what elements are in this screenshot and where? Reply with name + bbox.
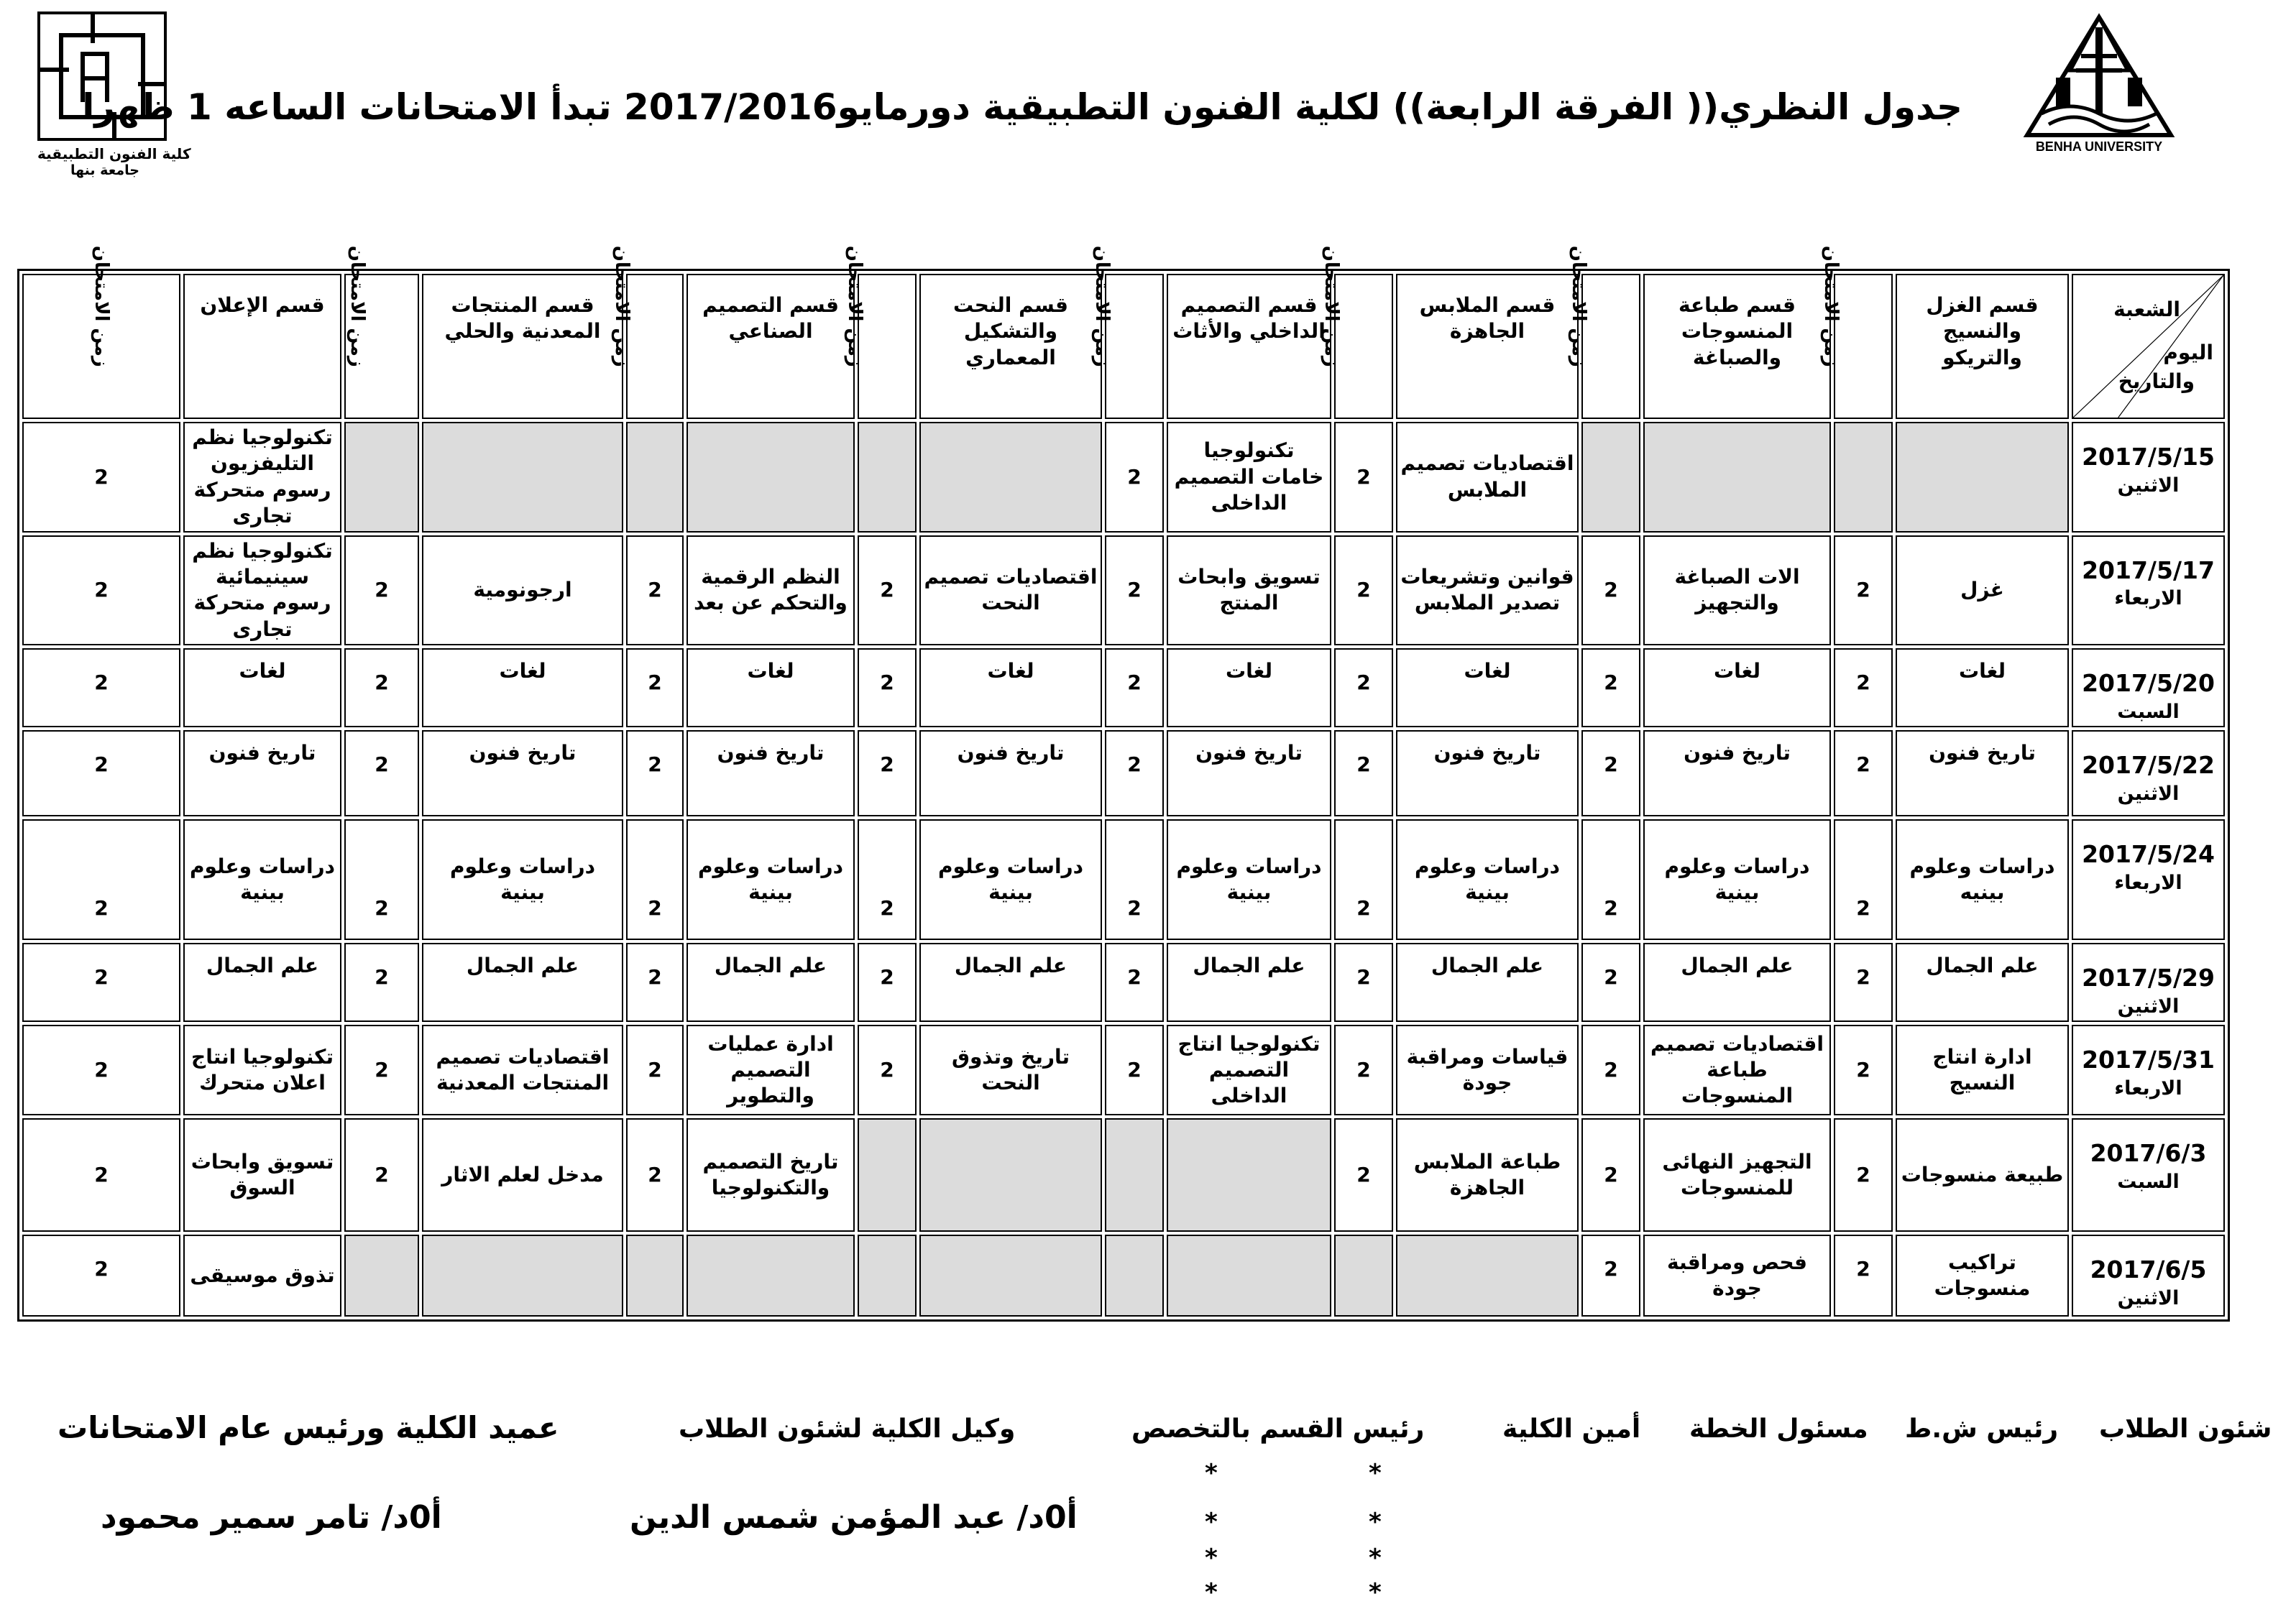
date-cell (2072, 730, 2225, 816)
exam-schedule-table (17, 245, 2230, 1309)
exam-duration: 2 (22, 1235, 180, 1317)
department-header: قسم الغزل والنسيج والتريكو (1896, 274, 2069, 419)
subject-cell: تاريخ فنون (1896, 730, 2069, 816)
subject-cell (1167, 1235, 1331, 1317)
department-header: قسم التصميم الداخلي والأثاث (1167, 274, 1331, 419)
exam-duration: 2 (1581, 1118, 1640, 1232)
exam-duration: 2 (1581, 819, 1640, 940)
signature-star: * (1205, 1544, 1218, 1572)
exam-date: 2017/5/31 (2082, 1046, 2215, 1074)
table-row (22, 648, 2225, 727)
date-cell (2072, 1118, 2225, 1232)
signature-star: * (1205, 1508, 1218, 1536)
signature-star: * (1205, 1459, 1218, 1488)
exam-duration: 2 (22, 943, 180, 1022)
exam-date: 2017/5/22 (2082, 751, 2215, 780)
exam-duration: 2 (22, 1118, 180, 1232)
subject-cell: دراسات وعلوم بينية (686, 819, 855, 940)
subject-cell (919, 422, 1102, 533)
exam-duration: 2 (1334, 535, 1393, 646)
exam-weekday: السبت (2117, 1170, 2180, 1193)
exam-duration: 2 (1581, 1235, 1640, 1317)
subject-cell: لغات (1643, 648, 1831, 727)
subject-cell: غزل (1896, 535, 2069, 646)
subject-cell: دراسات وعلوم بينية (1167, 819, 1331, 940)
exam-weekday: الاثنين (2117, 995, 2180, 1018)
exam-time-header-label: زمن الامتحان (91, 245, 113, 367)
subject-cell: دراسات وعلوم بينية (422, 819, 623, 940)
subject-cell: النظم الرقمية والتحكم عن بعد (686, 535, 855, 646)
exam-time-header-label: زمن الامتحان (843, 245, 865, 367)
exam-duration: 2 (344, 943, 419, 1022)
exam-duration: 2 (1105, 819, 1164, 940)
exam-duration (858, 422, 917, 533)
exam-duration: 2 (344, 535, 419, 646)
signature-star: * (1369, 1459, 1382, 1488)
exam-weekday: السبت (2117, 701, 2180, 724)
exam-duration (1105, 1235, 1164, 1317)
subject-cell: دراسات وعلوم بينية (183, 819, 341, 940)
exam-date: 2017/6/3 (2090, 1139, 2207, 1168)
exam-duration: 2 (1105, 648, 1164, 727)
exam-duration: 2 (1834, 1025, 1893, 1115)
subject-cell: تاريخ فنون (1396, 730, 1579, 816)
subject-cell: تكنولوجيا انتاج التصميم الداخلى (1167, 1025, 1331, 1115)
exam-time-header (610, 245, 684, 419)
subject-cell (919, 1118, 1102, 1232)
subject-cell: دراسات وعلوم بينية (919, 819, 1102, 940)
exam-date: 2017/5/17 (2082, 556, 2215, 584)
table-row (22, 819, 2225, 940)
subject-cell: الات الصباغة والتجهيز (1643, 535, 1831, 646)
subject-cell: علم الجمال (422, 943, 623, 1022)
sig-college-secretary: أمين الكلية (1502, 1414, 1641, 1444)
subject-cell (1896, 422, 2069, 533)
sig-head-sh-t: رئيس ش.ط (1905, 1414, 2059, 1444)
exam-time-header (1819, 245, 1893, 419)
exam-weekday: الاربعاء (2114, 587, 2182, 610)
subject-cell: طباعة الملابس الجاهزة (1396, 1118, 1579, 1232)
exam-duration: 2 (1581, 943, 1640, 1022)
subject-cell: تاريخ التصميم والتكنولوجيا (686, 1118, 855, 1232)
date-cell (2072, 1025, 2225, 1115)
subject-cell: تكنولوجيا نظم التليفزيون رسوم متحركة تجارى (183, 422, 341, 533)
exam-time-header-label: زمن الامتحان (1090, 245, 1113, 367)
subject-cell (1396, 1235, 1579, 1317)
exam-duration: 2 (1105, 730, 1164, 816)
exam-duration: 2 (344, 648, 419, 727)
date-cell (2072, 535, 2225, 646)
exam-time-header-label: زمن الامتحان (346, 245, 368, 367)
subject-cell: لغات (1896, 648, 2069, 727)
exam-duration: 2 (344, 730, 419, 816)
exam-duration: 2 (858, 1025, 917, 1115)
exam-weekday: الاثنين (2117, 783, 2180, 805)
subject-cell: قياسات ومراقبة جودة (1396, 1025, 1579, 1115)
subject-cell: علم الجمال (1643, 943, 1831, 1022)
exam-time-header-label: زمن الامتحان (1567, 245, 1589, 367)
exam-duration: 2 (1581, 1025, 1640, 1115)
sig-plan-officer: مسئول الخطة (1689, 1414, 1868, 1444)
exam-time-header (1567, 245, 1640, 419)
exam-duration: 2 (1834, 1118, 1893, 1232)
sig-vice-dean: وكيل الكلية لشئون الطلاب (679, 1414, 1016, 1444)
exam-time-header (344, 245, 419, 419)
subject-cell: قوانين وتشريعات تصدير الملابس (1396, 535, 1579, 646)
exam-duration (1834, 422, 1893, 533)
exam-duration (344, 422, 419, 533)
exam-weekday: الاربعاء (2114, 1077, 2182, 1100)
exam-date: 2017/5/15 (2082, 443, 2215, 471)
subject-cell (686, 1235, 855, 1317)
exam-time-header-label: زمن الامتحان (1320, 245, 1342, 367)
exam-duration: 2 (1334, 422, 1393, 533)
logo-caption-university: جامعة بنها (70, 162, 140, 178)
subject-cell: علم الجمال (1896, 943, 2069, 1022)
subject-cell: لغات (1167, 648, 1331, 727)
table-row (22, 943, 2225, 1022)
exam-duration: 2 (858, 730, 917, 816)
table-row (22, 730, 2225, 816)
date-cell (2072, 819, 2225, 940)
exam-duration: 2 (1834, 943, 1893, 1022)
schedule-grid (17, 245, 2230, 1322)
subject-cell: لغات (919, 648, 1102, 727)
exam-date: 2017/6/5 (2090, 1255, 2207, 1284)
exam-duration: 2 (1334, 1118, 1393, 1232)
page-title: جدول النظري(( الفرقة الرابعة)) لكلية الفنون التطبيقية دورمايو2017/2016 تبدأ الامتحانات الساعه 1 ظهرا (82, 86, 1962, 128)
department-header: قسم التصميم الصناعي (686, 274, 855, 419)
subject-cell (422, 1235, 623, 1317)
benha-university-logo (2013, 13, 2185, 157)
exam-duration (1105, 1118, 1164, 1232)
exam-time-header (22, 245, 180, 419)
subject-cell (919, 1235, 1102, 1317)
signature-star: * (1369, 1578, 1382, 1607)
subject-cell: اقتصاديات تصميم المنتجات المعدنية (422, 1025, 623, 1115)
subject-cell: لغات (1396, 648, 1579, 727)
subject-cell (1643, 422, 1831, 533)
exam-duration: 2 (22, 1025, 180, 1115)
exam-duration: 2 (344, 1118, 419, 1232)
subject-cell: تاريخ فنون (686, 730, 855, 816)
exam-time-header (843, 245, 917, 419)
corner-label-day: اليوم (2163, 341, 2213, 364)
exam-duration: 2 (1334, 730, 1393, 816)
subject-cell: تاريخ فنون (1167, 730, 1331, 816)
exam-time-header (1090, 245, 1164, 419)
subject-cell: ارجونومية (422, 535, 623, 646)
exam-time-header-label: زمن الامتحان (610, 245, 633, 367)
subject-cell: تسويق وابحاث المنتج (1167, 535, 1331, 646)
table-row (22, 1025, 2225, 1115)
vice-dean-name: أ0د/ عبد المؤمن شمس الدين (630, 1499, 1078, 1536)
subject-cell: تاريخ فنون (1643, 730, 1831, 816)
exam-duration: 2 (1834, 730, 1893, 816)
exam-duration (626, 422, 684, 533)
subject-cell: طبيعة منسوجات (1896, 1118, 2069, 1232)
exam-duration: 2 (626, 730, 684, 816)
subject-cell: لغات (686, 648, 855, 727)
exam-duration: 2 (344, 819, 419, 940)
exam-duration: 2 (1334, 943, 1393, 1022)
subject-cell: علم الجمال (686, 943, 855, 1022)
exam-duration: 2 (1105, 943, 1164, 1022)
exam-duration: 2 (22, 819, 180, 940)
exam-weekday: الاربعاء (2114, 872, 2182, 894)
table-row (22, 1235, 2225, 1317)
right-logo-text: BENHA UNIVERSITY (2035, 139, 2163, 154)
exam-duration: 2 (626, 1118, 684, 1232)
exam-duration: 2 (858, 535, 917, 646)
date-cell (2072, 648, 2225, 727)
date-cell (2072, 1235, 2225, 1317)
exam-weekday: الاثنين (2117, 474, 2180, 497)
exam-duration: 2 (1334, 648, 1393, 727)
exam-duration: 2 (626, 819, 684, 940)
subject-cell: ادارة عمليات التصميم والتطوير (686, 1025, 855, 1115)
subject-cell: تكنولوجيا نظم سينيمائية رسوم متحركة تجارى (183, 535, 341, 646)
subject-cell: دراسات وعلوم بينيه (1896, 819, 2069, 940)
department-header: قسم طباعة المنسوجات والصباغة (1643, 274, 1831, 419)
exam-duration (1334, 1235, 1393, 1317)
exam-duration: 2 (22, 535, 180, 646)
exam-duration (858, 1118, 917, 1232)
exam-duration: 2 (1334, 819, 1393, 940)
exam-duration: 2 (858, 819, 917, 940)
exam-date: 2017/5/24 (2082, 840, 2215, 869)
subject-cell: تاريخ فنون (919, 730, 1102, 816)
subject-cell: اقتصاديات تصميم النحت (919, 535, 1102, 646)
exam-duration: 2 (22, 422, 180, 533)
signature-star: * (1205, 1578, 1218, 1607)
logo-caption-college: كلية الفنون التطبيقية (37, 145, 191, 162)
corner-cell (2072, 274, 2225, 419)
exam-duration: 2 (626, 943, 684, 1022)
subject-cell: تراكيب منسوجات (1896, 1235, 2069, 1317)
subject-cell: اقتصاديات تصميم الملابس (1396, 422, 1579, 533)
department-header: قسم الإعلان (183, 274, 341, 419)
exam-time-header-label: زمن الامتحان (1819, 245, 1842, 367)
exam-duration: 2 (22, 648, 180, 727)
date-cell (2072, 422, 2225, 533)
exam-duration: 2 (626, 648, 684, 727)
exam-duration: 2 (1581, 535, 1640, 646)
subject-cell: علم الجمال (1396, 943, 1579, 1022)
subject-cell: تاريخ وتذوق النحت (919, 1025, 1102, 1115)
dean-name: أ0د/ تامر سمير محمود (101, 1499, 442, 1536)
subject-cell: تكنولوجيا خامات التصميم الداخلى (1167, 422, 1331, 533)
exam-time-header (1320, 245, 1393, 419)
subject-cell: لغات (183, 648, 341, 727)
subject-cell: مدخل لعلم الاثار (422, 1118, 623, 1232)
subject-cell (686, 422, 855, 533)
sig-dean: عميد الكلية ورئيس عام الامتحانات (58, 1410, 559, 1445)
exam-duration: 2 (858, 943, 917, 1022)
subject-cell: تكنولوجيا انتاج اعلان متحرك (183, 1025, 341, 1115)
exam-duration: 2 (1834, 648, 1893, 727)
subject-cell (1167, 1118, 1331, 1232)
subject-cell: تسويق وابحاث السوق (183, 1118, 341, 1232)
subject-cell: تاريخ فنون (422, 730, 623, 816)
subject-cell: ادارة انتاج النسيج (1896, 1025, 2069, 1115)
exam-duration: 2 (1105, 535, 1164, 646)
subject-cell: تذوق موسيقى (183, 1235, 341, 1317)
exam-duration: 2 (1834, 535, 1893, 646)
exam-duration: 2 (1834, 819, 1893, 940)
exam-duration: 2 (1334, 1025, 1393, 1115)
subject-cell: لغات (422, 648, 623, 727)
exam-duration (626, 1235, 684, 1317)
sig-dept-head: رئيس القسم بالتخصص (1131, 1414, 1425, 1444)
exam-duration: 2 (1581, 730, 1640, 816)
exam-duration (858, 1235, 917, 1317)
exam-duration (344, 1235, 419, 1317)
subject-cell: علم الجمال (1167, 943, 1331, 1022)
exam-duration: 2 (344, 1025, 419, 1115)
exam-date: 2017/5/29 (2082, 964, 2215, 992)
exam-duration: 2 (858, 648, 917, 727)
department-header: قسم النحت والتشكيل المعماري (919, 274, 1102, 419)
department-header: قسم الملابس الجاهزة (1396, 274, 1579, 419)
sig-student-affairs: شئون الطلاب (2099, 1414, 2272, 1444)
exam-duration: 2 (626, 1025, 684, 1115)
exam-date: 2017/5/20 (2082, 669, 2215, 698)
subject-cell: دراسات وعلوم بينية (1643, 819, 1831, 940)
date-cell (2072, 943, 2225, 1022)
table-row (22, 1118, 2225, 1232)
table-row (22, 535, 2225, 646)
exam-duration: 2 (1105, 1025, 1164, 1115)
exam-duration: 2 (1105, 422, 1164, 533)
subject-cell: تاريخ فنون (183, 730, 341, 816)
corner-label-branch: الشعبة (2113, 298, 2180, 321)
signature-star: * (1369, 1508, 1382, 1536)
subject-cell: اقتصاديات تصميم طباعة المنسوجات (1643, 1025, 1831, 1115)
subject-cell (422, 422, 623, 533)
exam-weekday: الاثنين (2117, 1286, 2180, 1309)
exam-duration: 2 (22, 730, 180, 816)
table-row (22, 422, 2225, 533)
department-header: قسم المنتجات المعدنية والحلي (422, 274, 623, 419)
corner-label-date: والتاريخ (2118, 369, 2195, 393)
subject-cell: علم الجمال (183, 943, 341, 1022)
exam-duration: 2 (1581, 648, 1640, 727)
subject-cell: علم الجمال (919, 943, 1102, 1022)
subject-cell: فحص ومراقبة جودة (1643, 1235, 1831, 1317)
subject-cell: دراسات وعلوم بينية (1396, 819, 1579, 940)
exam-duration: 2 (1834, 1235, 1893, 1317)
signature-star: * (1369, 1544, 1382, 1572)
exam-duration: 2 (626, 535, 684, 646)
subject-cell: التجهيز النهائى للمنسوجات (1643, 1118, 1831, 1232)
exam-duration (1581, 422, 1640, 533)
